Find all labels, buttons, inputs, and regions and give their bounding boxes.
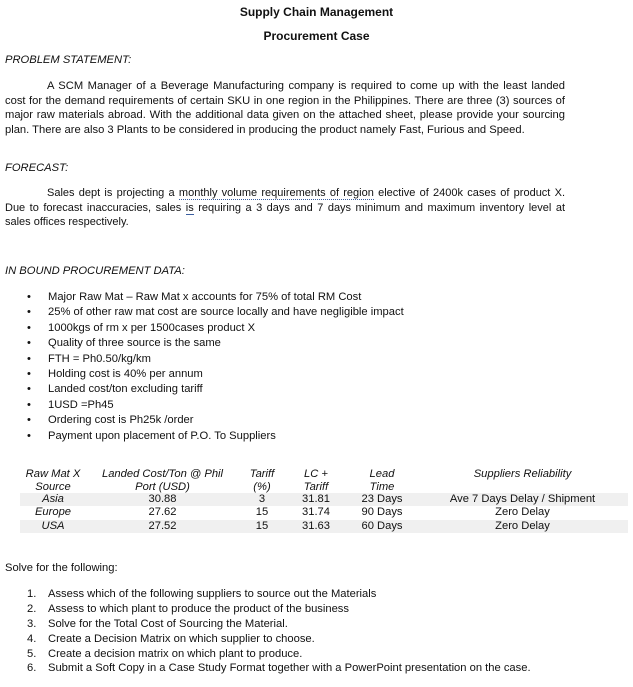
cell-tariff: 15 xyxy=(255,506,269,519)
table-header-row xyxy=(20,468,628,493)
table-row xyxy=(20,506,628,519)
header-source: Raw Mat X Source xyxy=(25,468,81,493)
document-subtitle: Procurement Case xyxy=(263,29,370,43)
cell-lead: 23 Days xyxy=(347,493,417,506)
table-row xyxy=(20,520,628,533)
cell-tariff: 15 xyxy=(239,520,285,533)
forecast-is[interactable]: is xyxy=(185,201,194,214)
inbound-heading: IN BOUND PROCUREMENT DATA: xyxy=(5,265,185,277)
forecast-text-3: requiring a 3 days and 7 days minimum and maximum inventory level at sales offices respectively. xyxy=(5,201,565,229)
raw-material-table xyxy=(20,468,628,533)
bullet-item: • Major Raw Mat – Raw Mat x accounts for 75% of total RM Cost xyxy=(27,290,404,305)
forecast-text-2: elective of 2400k cases of product X. Due to forecast inaccuracies, sales xyxy=(5,187,566,214)
problem-paragraph: A SCM Manager of a Beverage Manufacturing company is required to come up with the least landed cost for the demand requirements of certain SKU in one region in the Philippines. There are three (3) sources of major raw materials abroad. With the additional data given on the attached sheet, please provide your sourcing plan. There are also 3 Plants to be considered in producing the product namely Fast, Furious and Speed. xyxy=(5,80,565,136)
table-row xyxy=(20,493,628,506)
forecast-paragraph xyxy=(5,186,565,230)
list-item: 2. Assess to which plant to produce the product of the business xyxy=(27,602,349,615)
bullet-item: • Payment upon placement of P.O. To Suppliers xyxy=(27,429,404,444)
cell-reliability: Zero Delay xyxy=(417,520,628,533)
inbound-bullet-list xyxy=(27,290,404,444)
list-item: 1. Assess which of the following suppliers to source out the Materials xyxy=(27,588,377,600)
cell-landed: 27.52 xyxy=(86,520,239,533)
bullet-item: • Holding cost is 40% per annum xyxy=(27,367,404,382)
cell-source: USA xyxy=(20,520,86,533)
problem-heading: PROBLEM STATEMENT: xyxy=(5,54,132,66)
header-landed-cost: Landed Cost/Ton @ Phil Port (USD) xyxy=(101,468,224,493)
forecast-link[interactable]: monthly volume requirements of region xyxy=(178,187,374,199)
header-reliability: Suppliers Reliability xyxy=(473,468,572,480)
header-tariff: Tariff (%) xyxy=(249,468,275,493)
list-item: 5. Create a decision matrix on which plant to produce. xyxy=(27,647,303,660)
bullet-item: • Ordering cost is Ph25k /order xyxy=(27,413,404,428)
bullet-item: • 25% of other raw mat cost are source locally and have negligible impact xyxy=(27,305,404,320)
bullet-item: • Landed cost/ton excluding tariff xyxy=(27,382,404,397)
cell-lc: 31.74 xyxy=(302,506,330,519)
bullet-item: • 1USD =Ph45 xyxy=(27,398,404,413)
solve-list xyxy=(27,587,531,676)
cell-source: Europe xyxy=(34,506,72,519)
forecast-text-1: Sales dept is projecting a xyxy=(47,187,179,199)
cell-lc: 31.81 xyxy=(285,493,347,506)
forecast-heading: FORECAST: xyxy=(5,162,69,174)
solve-heading: Solve for the following: xyxy=(5,562,118,574)
list-item: 6. Submit a Soft Copy in a Case Study Format together with a PowerPoint presentation on the case. xyxy=(27,662,531,675)
header-lead-time: Lead Time xyxy=(369,468,395,493)
cell-lead: 90 Days xyxy=(361,506,403,519)
cell-source: Asia xyxy=(20,493,86,506)
cell-landed: 27.62 xyxy=(148,506,177,519)
cell-reliability: Ave 7 Days Delay / Shipment xyxy=(417,493,628,506)
cell-lc: 31.63 xyxy=(285,520,347,533)
cell-lead: 60 Days xyxy=(347,520,417,533)
bullet-item: • 1000kgs of rm x per 1500cases product X xyxy=(27,321,404,336)
list-item: 3. Solve for the Total Cost of Sourcing the Material. xyxy=(27,617,288,630)
header-lc-tariff: LC + Tariff xyxy=(303,468,329,493)
cell-landed: 30.88 xyxy=(86,493,239,506)
list-item: 4. Create a Decision Matrix on which supplier to choose. xyxy=(27,632,315,645)
bullet-item: • Quality of three source is the same xyxy=(27,336,404,351)
cell-reliability: Zero Delay xyxy=(495,506,550,519)
document-title: Supply Chain Management xyxy=(239,5,394,19)
cell-tariff: 3 xyxy=(239,493,285,506)
bullet-item: • FTH = Ph0.50/kg/km xyxy=(27,352,404,367)
